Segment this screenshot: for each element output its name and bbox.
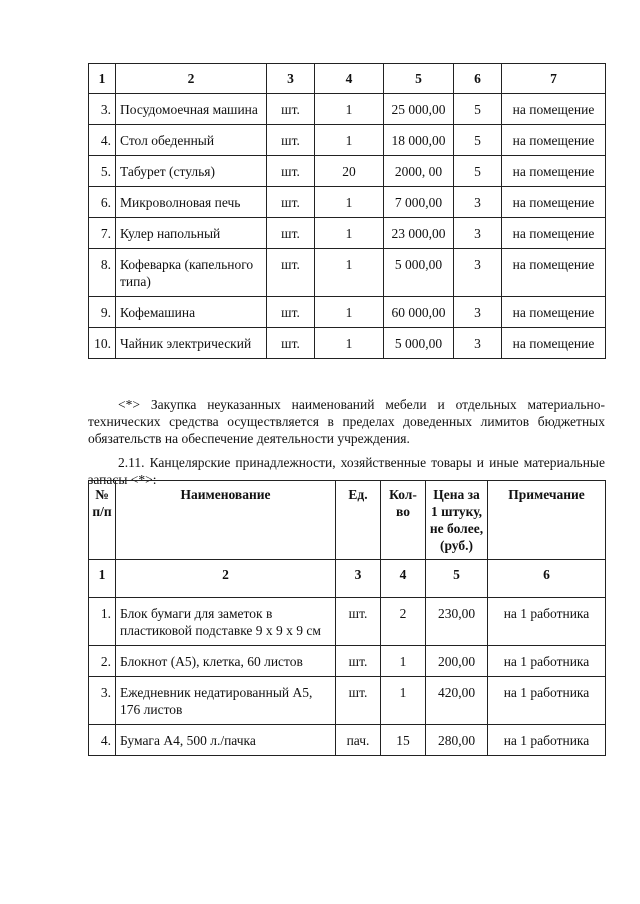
header-unit: Ед. <box>336 481 381 560</box>
item-name: Микроволновая печь <box>116 187 267 218</box>
table-row <box>89 646 606 677</box>
row-number: 2. <box>89 646 116 677</box>
header-note: Примечание <box>488 481 606 560</box>
column-number: 2 <box>116 64 267 94</box>
header-name: Наименование <box>116 481 336 560</box>
item-term: 3 <box>454 187 502 218</box>
header-number: № п/п <box>89 481 116 560</box>
column-number: 3 <box>336 560 381 598</box>
table-row <box>89 218 606 249</box>
item-note: на помещение <box>502 94 606 125</box>
row-number: 10. <box>89 328 116 359</box>
column-number: 4 <box>381 560 426 598</box>
item-note: на помещение <box>502 187 606 218</box>
item-name: Ежедневник недатированный А5, 176 листов <box>116 677 336 725</box>
item-name: Блокнот (А5), клетка, 60 листов <box>116 646 336 677</box>
table-row <box>89 94 606 125</box>
column-number: 1 <box>89 560 116 598</box>
supplies-table <box>88 480 606 756</box>
item-name: Чайник электрический <box>116 328 267 359</box>
column-number: 6 <box>454 64 502 94</box>
item-price: 7 000,00 <box>384 187 454 218</box>
table-row <box>89 328 606 359</box>
item-price: 5 000,00 <box>384 249 454 297</box>
item-price: 200,00 <box>426 646 488 677</box>
table-row <box>89 125 606 156</box>
item-quantity: 15 <box>381 725 426 756</box>
item-name: Посудомоечная машина <box>116 94 267 125</box>
item-quantity: 1 <box>381 646 426 677</box>
item-term: 5 <box>454 156 502 187</box>
item-term: 3 <box>454 249 502 297</box>
item-note: на помещение <box>502 218 606 249</box>
item-name: Блок бумаги для заметок в пластиковой подставке 9 х 9 х 9 см <box>116 598 336 646</box>
item-quantity: 2 <box>381 598 426 646</box>
item-note: на 1 работника <box>488 677 606 725</box>
table-row <box>89 598 606 646</box>
item-name: Кофеварка (капельного типа) <box>116 249 267 297</box>
item-note: на помещение <box>502 156 606 187</box>
item-unit: шт. <box>267 187 315 218</box>
item-term: 5 <box>454 94 502 125</box>
item-unit: шт. <box>336 646 381 677</box>
table-row <box>89 725 606 756</box>
item-name: Стол обеденный <box>116 125 267 156</box>
table-row <box>89 677 606 725</box>
item-note: на помещение <box>502 297 606 328</box>
item-unit: шт. <box>336 677 381 725</box>
item-term: 3 <box>454 297 502 328</box>
item-quantity: 20 <box>315 156 384 187</box>
item-quantity: 1 <box>315 249 384 297</box>
column-number: 1 <box>89 64 116 94</box>
column-number: 6 <box>488 560 606 598</box>
item-quantity: 1 <box>315 328 384 359</box>
item-quantity: 1 <box>315 218 384 249</box>
table-row <box>89 187 606 218</box>
item-name: Кофемашина <box>116 297 267 328</box>
item-price: 230,00 <box>426 598 488 646</box>
item-name: Кулер напольный <box>116 218 267 249</box>
item-price: 420,00 <box>426 677 488 725</box>
column-number: 3 <box>267 64 315 94</box>
item-quantity: 1 <box>315 297 384 328</box>
item-price: 18 000,00 <box>384 125 454 156</box>
header-price: Цена за 1 штуку, не более, (руб.) <box>426 481 488 560</box>
item-price: 60 000,00 <box>384 297 454 328</box>
item-unit: шт. <box>267 297 315 328</box>
column-numbers-row <box>89 560 606 598</box>
item-price: 280,00 <box>426 725 488 756</box>
item-term: 5 <box>454 125 502 156</box>
row-number: 9. <box>89 297 116 328</box>
table-row <box>89 156 606 187</box>
item-unit: пач. <box>336 725 381 756</box>
header-quantity: Кол-во <box>381 481 426 560</box>
row-number: 8. <box>89 249 116 297</box>
item-note: на помещение <box>502 328 606 359</box>
equipment-table <box>88 63 606 359</box>
column-number: 4 <box>315 64 384 94</box>
row-number: 4. <box>89 725 116 756</box>
item-note: на 1 работника <box>488 598 606 646</box>
item-note: на 1 работника <box>488 646 606 677</box>
item-unit: шт. <box>267 218 315 249</box>
section-title: 2.11. Канцелярские принадлежности, хозяйственные товары и иные материальные запасы <*>: <box>88 454 605 487</box>
column-number: 2 <box>116 560 336 598</box>
item-term: 3 <box>454 218 502 249</box>
item-unit: шт. <box>267 94 315 125</box>
item-unit: шт. <box>267 328 315 359</box>
item-name: Табурет (стулья) <box>116 156 267 187</box>
item-price: 25 000,00 <box>384 94 454 125</box>
item-price: 5 000,00 <box>384 328 454 359</box>
row-number: 5. <box>89 156 116 187</box>
item-unit: шт. <box>267 125 315 156</box>
row-number: 7. <box>89 218 116 249</box>
item-price: 23 000,00 <box>384 218 454 249</box>
table-header-row <box>89 64 606 94</box>
item-quantity: 1 <box>315 187 384 218</box>
row-number: 3. <box>89 94 116 125</box>
item-unit: шт. <box>267 249 315 297</box>
table-row <box>89 297 606 328</box>
item-price: 2000, 00 <box>384 156 454 187</box>
column-number: 5 <box>426 560 488 598</box>
table-row <box>89 249 606 297</box>
row-number: 4. <box>89 125 116 156</box>
column-number: 7 <box>502 64 606 94</box>
item-note: на помещение <box>502 249 606 297</box>
item-quantity: 1 <box>315 94 384 125</box>
item-note: на 1 работника <box>488 725 606 756</box>
row-number: 1. <box>89 598 116 646</box>
table-header-row <box>89 481 606 560</box>
footnote: <*> Закупка неуказанных наименований мебели и отдельных материально-технических средства осуществляется в пределах доведенных лимитов бюджетных обязательств на обеспечение деятельности учреждения. <box>88 396 605 446</box>
row-number: 3. <box>89 677 116 725</box>
row-number: 6. <box>89 187 116 218</box>
item-quantity: 1 <box>315 125 384 156</box>
item-unit: шт. <box>267 156 315 187</box>
item-term: 3 <box>454 328 502 359</box>
item-unit: шт. <box>336 598 381 646</box>
item-name: Бумага А4, 500 л./пачка <box>116 725 336 756</box>
item-quantity: 1 <box>381 677 426 725</box>
item-note: на помещение <box>502 125 606 156</box>
column-number: 5 <box>384 64 454 94</box>
